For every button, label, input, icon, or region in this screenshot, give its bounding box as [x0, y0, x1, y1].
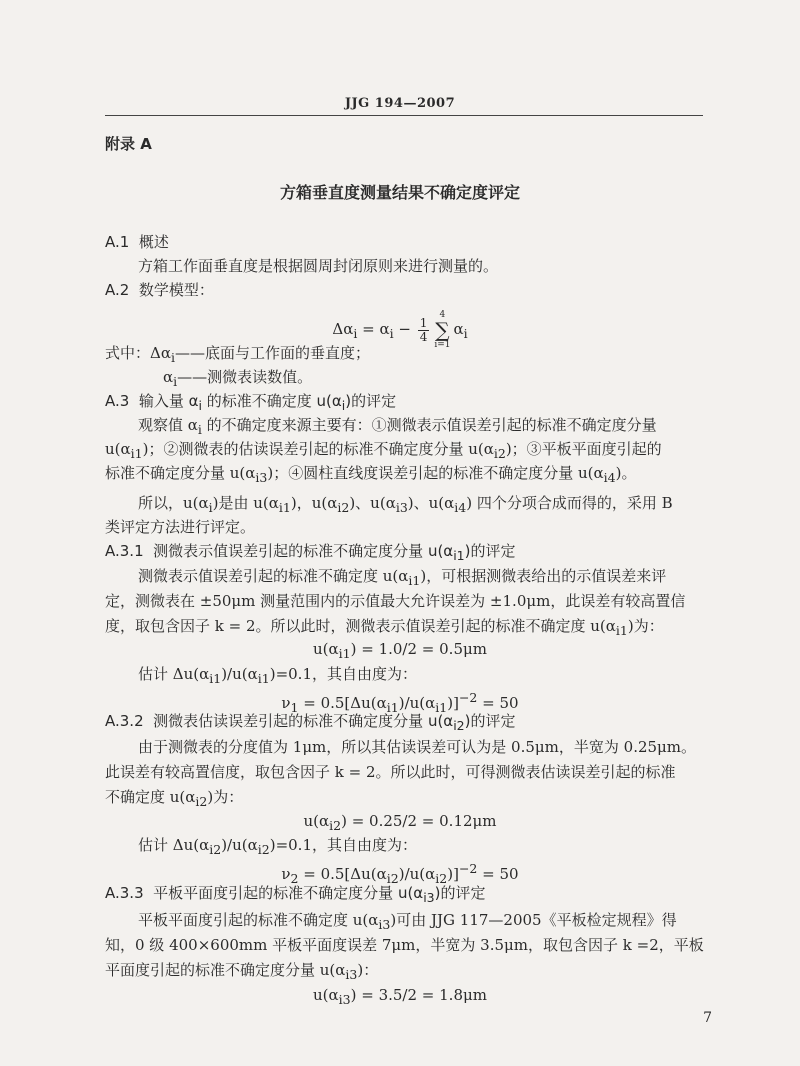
- section-a32-heading: A.3.2 测微表估读误差引起的标准不确定度分量 $u(\alpha_{i2})$的评定: [105, 712, 516, 733]
- a3-paragraph-line: 标准不确定度分量 $u(\alpha_{i3})$；④圆柱直线度误差引起的标准不确定度分量 $u(\alpha_{i4})$。: [105, 464, 637, 485]
- formula-a31-dof: $\nu_1 = 0.5[\Delta u(\alpha_{i1})/u(\alpha_{i1})]^{-2} = 50$: [281, 690, 519, 715]
- section-a31-heading: A.3.1 测微表示值误差引起的标准不确定度分量 $u(\alpha_{i1})$的评定: [105, 542, 516, 563]
- where-line-1: 式中：$\Delta\alpha_i——$底面与工作面的垂直度；: [105, 344, 370, 365]
- standard-code-header: JJG 194—2007: [344, 96, 456, 111]
- a3-paragraph-line: 观察值 $\alpha_i$ 的不确定度来源主要有：①测微表示值误差引起的标准不确定度分量: [138, 416, 657, 437]
- a31-paragraph-line: 测微表示值误差引起的标准不确定度 $u(\alpha_{i1})$，可根据测微表给出的示值误差来评: [138, 567, 667, 588]
- formula-a33-u: $u(\alpha_{i3}) = 3.5/2 = 1.8\mu m$: [313, 986, 487, 1007]
- a31-paragraph-line: 度，取包含因子 k = 2。所以此时，测微表示值误差引起的标准不确定度 $u(\alpha_{i1})$为：: [105, 617, 664, 638]
- a32-paragraph-line: 此误差有较高置信度，取包含因子 k = 2。所以此时，可得测微表估读误差引起的标准: [105, 763, 676, 781]
- formula-a32-dof: $\nu_2 = 0.5[\Delta u(\alpha_{i2})/u(\alpha_{i2})]^{-2} = 50$: [281, 861, 519, 886]
- formula-a32-u: $u(\alpha_{i2}) = 0.25/2 = 0.12\mu m$: [303, 812, 497, 833]
- a32-paragraph-line: 不确定度 $u(\alpha_{i2})$为：: [105, 788, 244, 809]
- a31-estimate-line: 估计 $\Delta u(\alpha_{i1})/u(\alpha_{i1})=0.1$，其自由度为：: [138, 665, 417, 686]
- section-title: 概述: [138, 233, 169, 251]
- a3-paragraph-line: 类评定方法进行评定。: [105, 518, 256, 536]
- document-title: 方箱垂直度测量结果不确定度评定: [279, 183, 520, 202]
- section-a1-text: 方箱工作面垂直度是根据圆周封闭原则来进行测量的。: [138, 257, 499, 275]
- fraction: $\frac{1}{4}$: [419, 315, 428, 344]
- summation-symbol: 4 ∑ i=1: [434, 310, 451, 350]
- section-title: 数学模型：: [138, 281, 214, 299]
- a33-paragraph-line: 知，0 级 400×600mm 平板平面度误差 7μm，半宽为 3.5μm，取包含因子 k =2，平板: [105, 936, 704, 954]
- a32-paragraph-line: 由于测微表的分度值为 1μm，所以其估读误差可认为是 0.5μm，半宽为 0.25μm。: [138, 738, 697, 756]
- section-a3-heading: A.3 输入量 $\alpha_i$ 的标准不确定度 $u(\alpha_i)$的评定: [105, 392, 397, 413]
- a3-paragraph-line: 所以，$u(\alpha_i)$是由 $u(\alpha_{i1})$，$u(\alpha_{i2})$、$u(\alpha_{i3})$、$u(\alpha_{i4})$ 四个分项合成而得的，采用 B: [138, 494, 673, 515]
- formula-model: $\Delta\alpha_i = \alpha_i$ − $\frac{1}{4}$ 4 ∑ i=1 $\alpha_i$: [332, 310, 468, 350]
- section-a1-heading: [105, 232, 169, 252]
- a33-paragraph-line: 平面度引起的标准不确定度分量 $u(\alpha_{i3})$：: [105, 961, 379, 982]
- section-number: A.2: [105, 281, 130, 299]
- section-number: A.1: [105, 233, 130, 251]
- formula-a31-u: $u(\alpha_{i1}) = 1.0/2 = 0.5\mu m$: [313, 640, 487, 661]
- section-a2-heading: [105, 280, 214, 300]
- header-rule: [105, 115, 703, 116]
- section-a33-heading: A.3.3 平板平面度引起的标准不确定度分量 $u(\alpha_{i3})$的评定: [105, 884, 486, 905]
- where-line-2: $\alpha_i——$测微表读数值。: [163, 368, 313, 389]
- a3-paragraph-line: $u(\alpha_{i1})$；②测微表的估读误差引起的标准不确定度分量 $u(\alpha_{i2})$；③平板平面度引起的: [105, 440, 662, 461]
- a31-paragraph-line: 定，测微表在 ±50μm 测量范围内的示值最大允许误差为 ±1.0μm，此误差有较高置信: [105, 592, 686, 610]
- page-number: 7: [703, 1010, 712, 1026]
- a32-estimate-line: 估计 $\Delta u(\alpha_{i2})/u(\alpha_{i2})=0.1$，其自由度为：: [138, 836, 417, 857]
- a33-paragraph-line: 平板平面度引起的标准不确定度 $u(\alpha_{i3})$可由 JJG 117—2005《平板检定规程》得: [138, 911, 677, 932]
- appendix-label: 附录 A: [105, 135, 152, 153]
